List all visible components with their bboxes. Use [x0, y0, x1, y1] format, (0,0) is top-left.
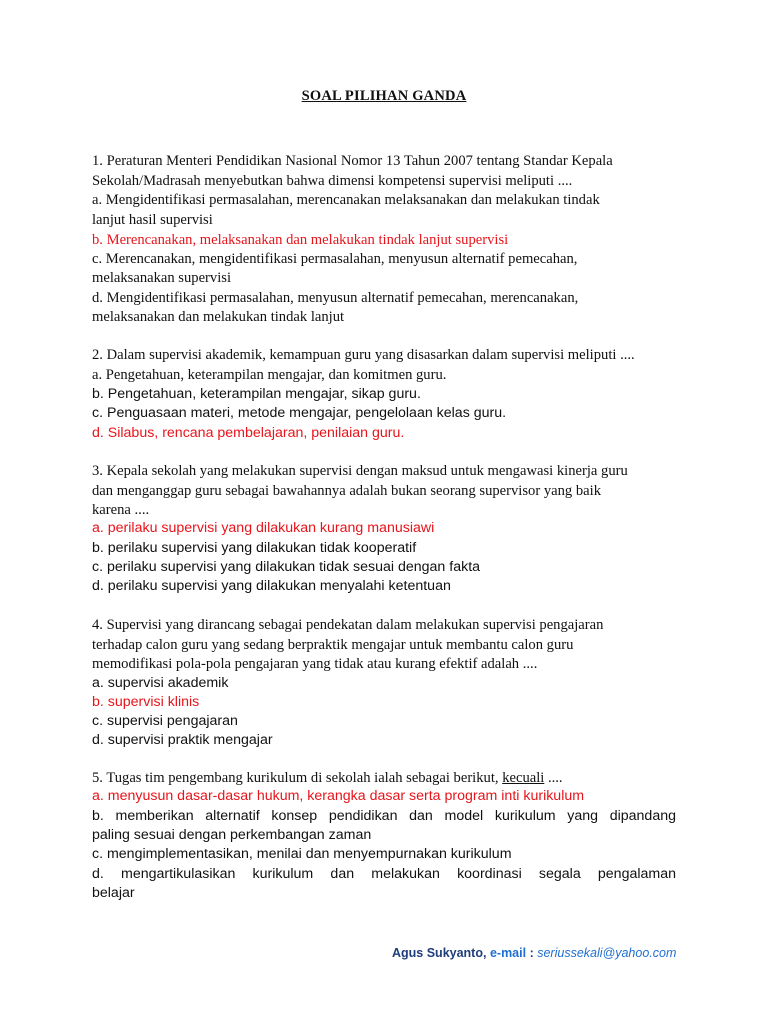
q2-option-a: a. Pengetahuan, keterampilan mengajar, dan komitmen guru.: [92, 367, 447, 383]
email-separator: :: [529, 946, 534, 960]
q1-option-c: c. Merencanakan, mengidentifikasi permasalahan, menyusun alternatif pemecahan,: [92, 251, 578, 267]
question-2-text: 2. Dalam supervisi akademik, kemampuan guru yang disasarkan dalam supervisi meliputi ....: [92, 347, 635, 363]
question-5-text: [92, 770, 563, 787]
question-1-text: 1. Peraturan Menteri Pendidikan Nasional Nomor 13 Tahun 2007 tentang Standar Kepala: [92, 153, 613, 169]
q1-option-c-cont: melaksanakan supervisi: [92, 270, 232, 286]
question-3-text-cont: dan menganggap guru sebagai bawahannya adalah bukan seorang supervisor yang baik: [92, 483, 601, 499]
q1-option-a: a. Mengidentifikasi permasalahan, merencanakan melaksanakan dan melakukan tindak: [92, 192, 600, 208]
author-name: Agus Sukyanto,: [392, 946, 487, 960]
q5-option-d: d. mengartikulasikan kurikulum dan melakukan koordinasi segala pengalaman: [92, 866, 676, 882]
q4-option-d: d. supervisi praktik mengajar: [92, 732, 273, 748]
document-title: SOAL PILIHAN GANDA: [301, 88, 467, 104]
q1-option-d-cont: melaksanakan dan melakukan tindak lanjut: [92, 309, 345, 325]
q3-option-d: d. perilaku supervisi yang dilakukan menyalahi ketentuan: [92, 578, 451, 594]
q2-option-d-answer: d. Silabus, rencana pembelajaran, penilaian guru.: [92, 425, 405, 441]
email-label: e-mail: [489, 946, 527, 960]
q5-option-b: b. memberikan alternatif konsep pendidikan dan model kurikulum yang dipandang: [92, 808, 676, 824]
question-5-text-lead: 5. Tugas tim pengembang kurikulum di sekolah ialah sebagai berikut,: [92, 770, 503, 786]
q3-option-a-answer: a. perilaku supervisi yang dilakukan kurang manusiawi: [92, 520, 435, 536]
question-1-text-cont: Sekolah/Madrasah menyebutkan bahwa dimensi kompetensi supervisi meliputi ....: [92, 173, 573, 189]
q5-option-b-cont: paling sesuai dengan perkembangan zaman: [92, 827, 372, 843]
q2-option-b: b. Pengetahuan, keterampilan mengajar, sikap guru.: [92, 386, 421, 402]
question-3-text-cont-2: karena ....: [92, 502, 150, 518]
q4-option-c: c. supervisi pengajaran: [92, 713, 238, 729]
q3-option-c: c. perilaku supervisi yang dilakukan tidak sesuai dengan fakta: [92, 559, 481, 575]
q1-option-b-answer: b. Merencanakan, melaksanakan dan melakukan tindak lanjut supervisi: [92, 232, 509, 248]
q1-option-a-cont: lanjut hasil supervisi: [92, 212, 213, 228]
q5-option-a-answer: a. menyusun dasar-dasar hukum, kerangka dasar serta program inti kurikulum: [92, 788, 585, 804]
q4-option-a: a. supervisi akademik: [92, 675, 229, 691]
q1-option-d: d. Mengidentifikasi permasalahan, menyusun alternatif pemecahan, merencanakan,: [92, 290, 579, 306]
email-address[interactable]: seriussekali@yahoo.com: [537, 946, 677, 960]
question-3-text: 3. Kepala sekolah yang melakukan supervisi dengan maksud untuk mengawasi kinerja guru: [92, 463, 628, 479]
question-5-exception-word: kecuali: [502, 770, 545, 786]
q5-option-c: c. mengimplementasikan, menilai dan menyempurnakan kurikulum: [92, 846, 512, 862]
question-4-text: 4. Supervisi yang dirancang sebagai pendekatan dalam melakukan supervisi pengajaran: [92, 617, 604, 633]
q5-option-d-cont: belajar: [92, 885, 135, 901]
question-5-text-tail: ....: [544, 770, 563, 786]
q4-option-b-answer: b. supervisi klinis: [92, 694, 200, 710]
question-4-text-cont-2: memodifikasi pola-pola pengajaran yang tidak atau kurang efektif adalah ....: [92, 656, 538, 672]
q2-option-c: c. Penguasaan materi, metode mengajar, pengelolaan kelas guru.: [92, 405, 507, 421]
author-footer: [392, 946, 676, 960]
q3-option-b: b. perilaku supervisi yang dilakukan tidak kooperatif: [92, 540, 417, 556]
question-4-text-cont: terhadap calon guru yang sedang berpraktik mengajar untuk membantu calon guru: [92, 637, 574, 653]
